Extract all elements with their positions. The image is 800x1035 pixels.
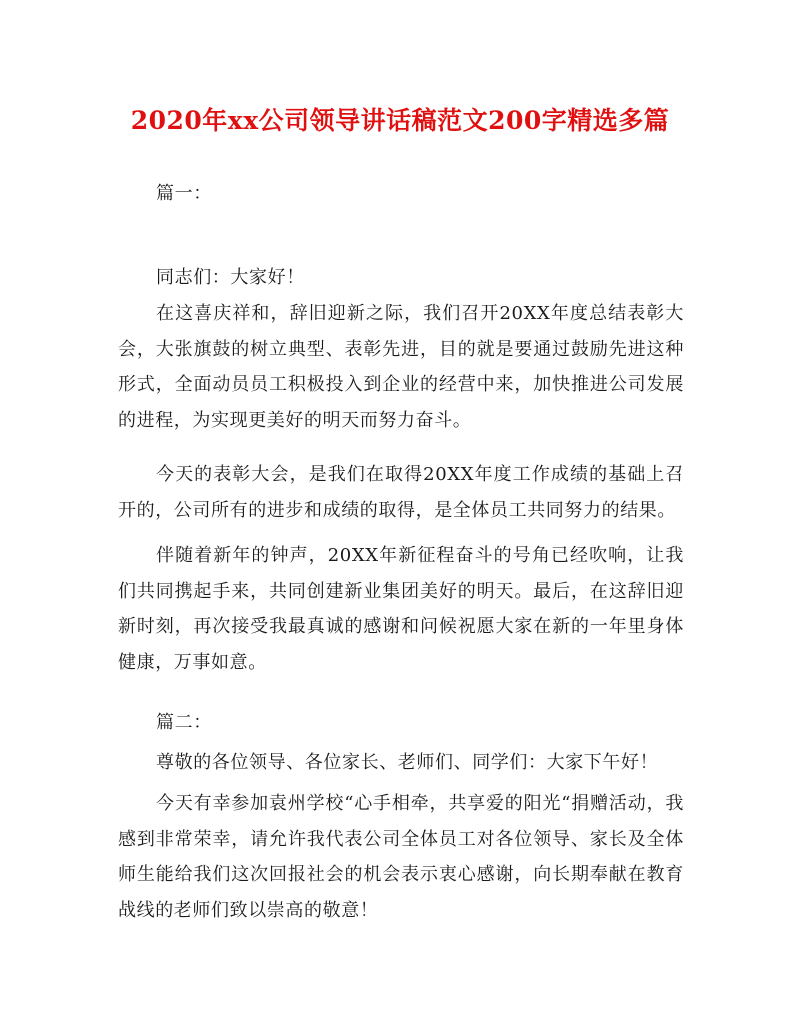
paragraph-4: 今天有幸参加袁州学校“心手相牵，共享爱的阳光“捐赠活动，我感到非常荣幸，请允许我代表公司全体员工对各位领导、家长及全体师生能给我们这次回报社会的机会表示衷心感谢，向长期奉献在教育战线的老师们致以崇高的敬意！ bbox=[118, 793, 684, 921]
section-heading-1: 篇一： bbox=[156, 183, 212, 204]
paragraph-1: 在这喜庆祥和，辞旧迎新之际，我们召开20XX年度总结表彰大会，大张旗鼓的树立典型、表彰先进，目的就是要通过鼓励先进这种形式，全面动员员工积极投入到企业的经营中来，加快推进公司发展的进程，为实现更美好的明天而努力奋斗。 bbox=[118, 303, 684, 431]
paragraph-2: 今天的表彰大会，是我们在取得20XX年度工作成绩的基础上召开的，公司所有的进步和成绩的取得，是全体员工共同努力的结果。 bbox=[118, 464, 684, 521]
salutation-1: 同志们：大家好！ bbox=[156, 267, 305, 288]
document-title: 2020年xx公司领导讲话稿范文200字精选多篇 bbox=[130, 106, 670, 135]
paragraph-3: 伴随着新年的钟声，20XX年新征程奋斗的号角已经吹响，让我们共同携起手来，共同创建新业集团美好的明天。最后，在这辞旧迎新时刻，再次接受我最真诚的感谢和问候祝愿大家在新的一年里身体健康，万事如意。 bbox=[118, 545, 684, 673]
section-heading-2: 篇二： bbox=[156, 712, 212, 733]
salutation-2: 尊敬的各位领导、各位家长、老师们、同学们：大家下午好！ bbox=[156, 752, 659, 773]
